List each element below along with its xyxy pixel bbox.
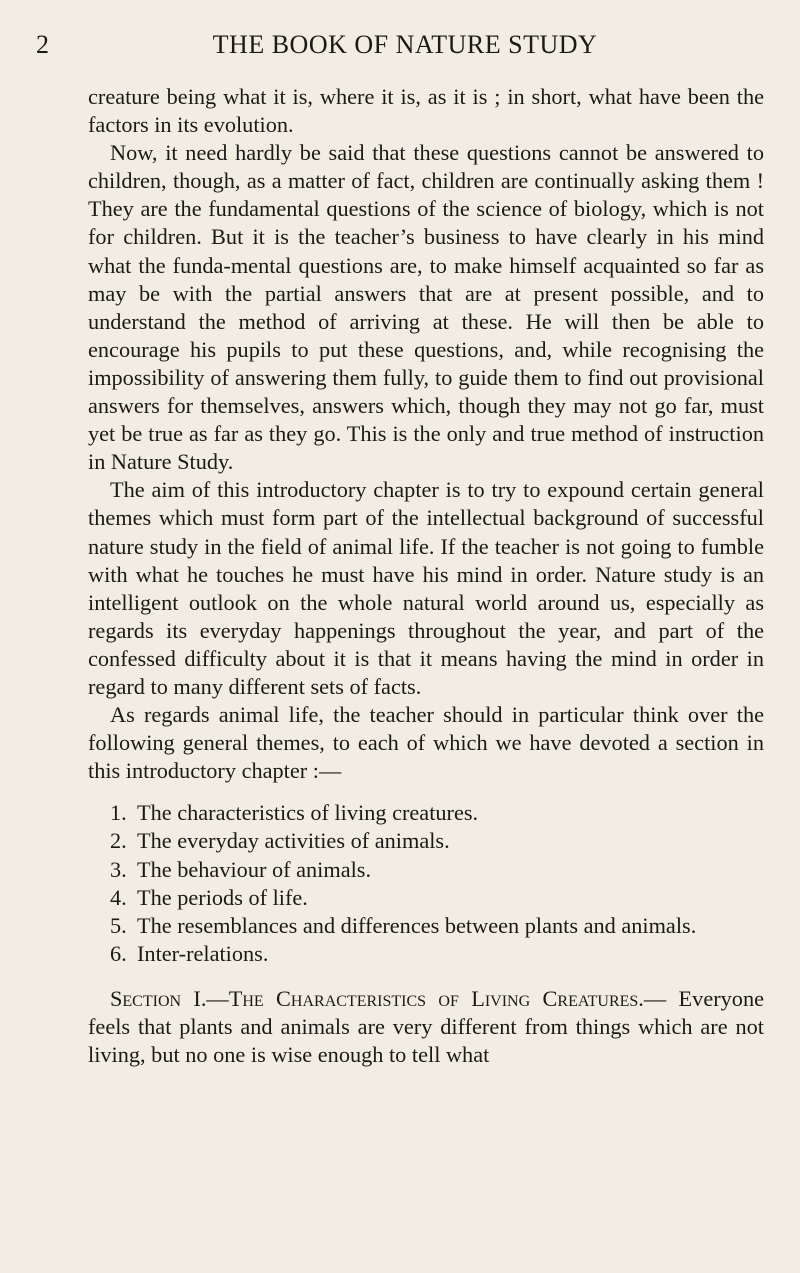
list-item bbox=[110, 940, 764, 968]
section-text: Everyone feels that plants and animals are very different from things which are not living, but no one is wise enough to tell what bbox=[88, 985, 764, 1068]
paragraph: As regards animal life, the teacher should in particular think over the following general themes, to each of which we have devoted a section in this introductory chapter :— bbox=[88, 702, 764, 784]
list-number: 4. bbox=[110, 884, 127, 910]
section-paragraph bbox=[88, 985, 764, 1069]
paragraph: The aim of this introductory chapter is to try to expound certain general themes which must form part of the intellectual background of successful nature study in the field of animal life. If the teacher is not going to fumble with what he touches he must have his mind in order. Nature study is an intelligent outlook on the whole natural world around us, especially as regards its everyday happenings throughout the year, and part of the confessed difficulty about it is that it means having the mind in order in regard to many different sets of facts. bbox=[88, 477, 764, 699]
paragraph: Now, it need hardly be said that these questions cannot be answered to children, though, as a matter of fact, children are continually asking them ! They are the fundamental questions of the science of biology, which is not for children. But it is the teacher’s business to have clearly in his mind what the funda-mental questions are, to make himself acquainted so far as may be with the partial answers that are at present possible, and to understand the method of arriving at these. He will then be able to encourage his pupils to put these questions, and, while recognising the impossibility of answering them fully, to guide them to find out provisional answers for themselves, answers which, though they may not go far, must yet be true as far as they go. This is the only and true method of instruction in Nature Study. bbox=[88, 140, 764, 475]
list-text: Inter-relations. bbox=[137, 940, 269, 966]
list-item bbox=[110, 856, 764, 884]
body-text bbox=[88, 83, 764, 1069]
paragraph-continued: creature being what it is, where it is, as it is ; in short, what have been the factors in its evolution. bbox=[88, 84, 764, 138]
list-number: 5. bbox=[110, 912, 127, 938]
list-text: The resemblances and differences between plants and animals. bbox=[137, 912, 697, 938]
list-number: 1. bbox=[110, 800, 127, 826]
list-item bbox=[110, 827, 764, 855]
section-heading: Section I.—The Characteristics of Living Creatures.— bbox=[110, 985, 667, 1011]
list-text: The behaviour of animals. bbox=[137, 856, 372, 882]
list-text: The everyday activities of animals. bbox=[137, 828, 450, 854]
list-text: The periods of life. bbox=[137, 884, 308, 910]
list-item bbox=[110, 799, 764, 827]
list-number: 3. bbox=[110, 856, 127, 882]
page-number: 2 bbox=[36, 30, 50, 59]
running-head: THE BOOK OF NATURE STUDY bbox=[212, 30, 598, 59]
list-text: The characteristics of living creatures. bbox=[137, 800, 479, 826]
list-number: 6. bbox=[110, 940, 127, 966]
list-item bbox=[110, 912, 764, 940]
themes-list bbox=[88, 799, 764, 968]
list-number: 2. bbox=[110, 828, 127, 854]
list-item bbox=[110, 884, 764, 912]
page-header bbox=[36, 30, 744, 64]
